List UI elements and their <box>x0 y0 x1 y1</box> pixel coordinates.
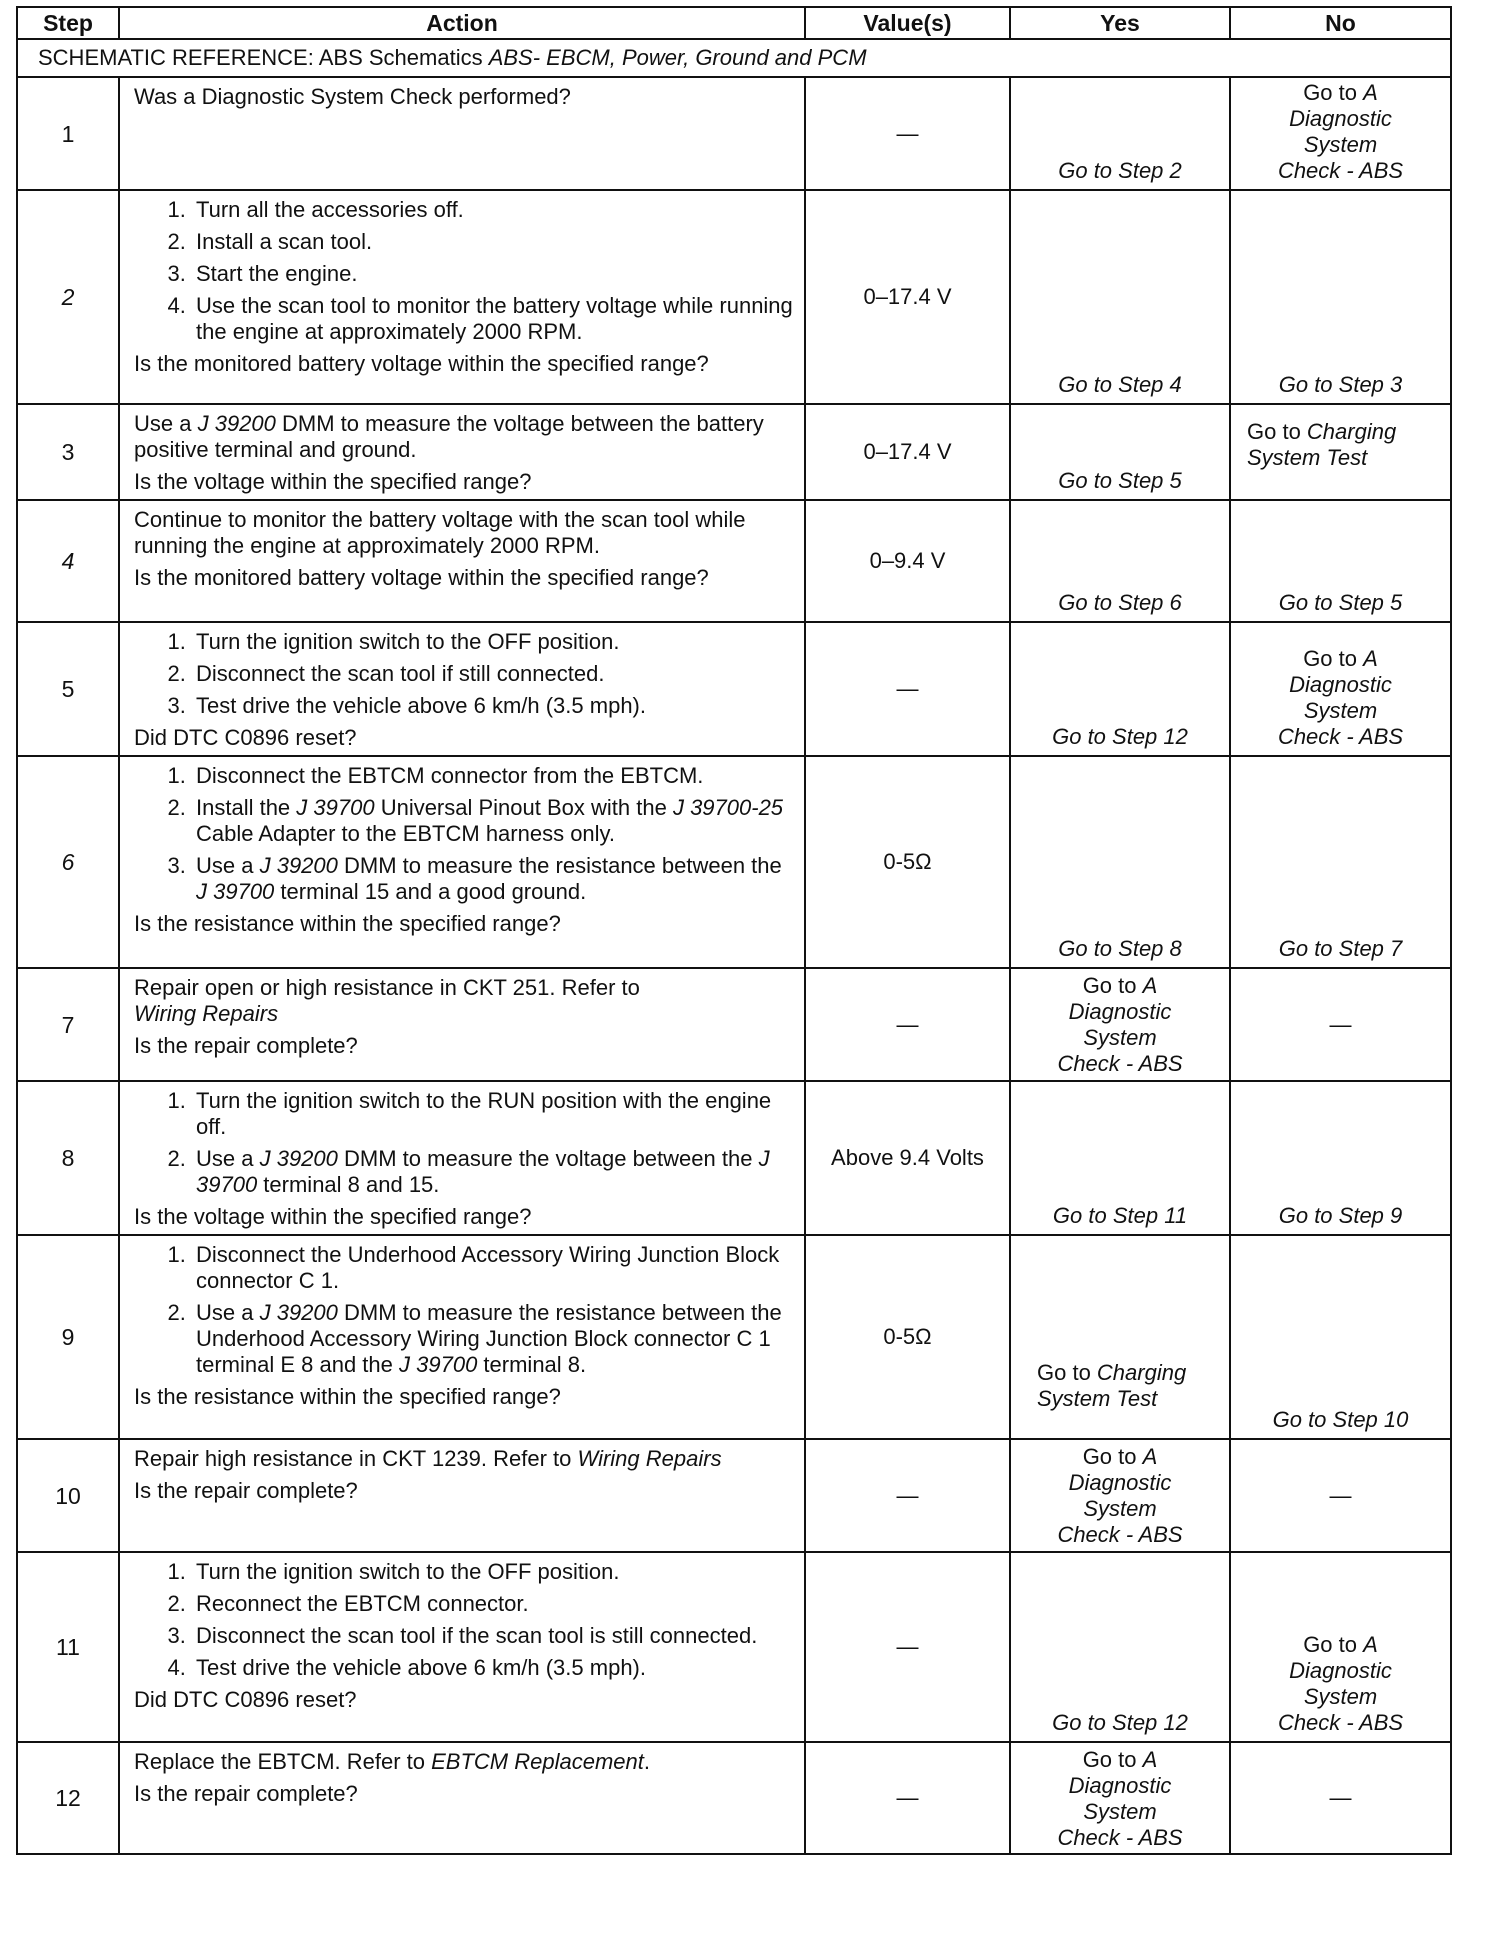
list-item: 1. Turn the ignition switch to the OFF position. <box>192 1559 796 1585</box>
yes-cell <box>1010 77 1230 190</box>
table-row <box>17 1081 1451 1235</box>
step-number: 10 <box>17 1439 119 1552</box>
yes-goto: Go to A Diagnostic System Check - ABS <box>1057 973 1183 1076</box>
value-cell: 0–17.4 V <box>805 190 1010 404</box>
action-question: Is the repair complete? <box>134 1033 358 1058</box>
yes-cell <box>1010 1439 1230 1552</box>
no-cell <box>1230 190 1451 404</box>
table-row <box>17 1439 1451 1552</box>
action-cell <box>119 77 805 190</box>
yes-goto: Go to Step 11 <box>1052 1203 1188 1228</box>
list-item: 2. Use a J 39200 DMM to measure the resistance between the Underhood Accessory Wiring Junction Block connector C 1 terminal E 8 and the J 39700 terminal 8. <box>192 1300 796 1378</box>
value-cell: — <box>805 968 1010 1081</box>
yes-goto: Go to Charging System Test <box>1037 1360 1187 1411</box>
value-cell: — <box>805 622 1010 756</box>
no-goto: Go to A Diagnostic System Check - ABS <box>1277 80 1404 183</box>
list-item: 2. Disconnect the scan tool if still connected. <box>192 661 796 687</box>
action-cell <box>119 968 805 1081</box>
action-question: Is the voltage within the specified range? <box>134 1204 532 1229</box>
yes-goto: Go to Step 12 <box>1052 724 1188 749</box>
yes-goto: Go to A Diagnostic System Check - ABS <box>1057 1747 1183 1850</box>
table-row <box>17 1235 1451 1439</box>
schematic-ref: ABS- EBCM, Power, Ground and PCM <box>488 45 867 70</box>
table-row <box>17 1552 1451 1742</box>
no-cell: — <box>1230 968 1451 1081</box>
step-number: 12 <box>17 1742 119 1854</box>
value-cell: 0-5Ω <box>805 756 1010 968</box>
yes-cell <box>1010 404 1230 500</box>
no-goto: Go to Step 7 <box>1278 936 1403 961</box>
action-cell <box>119 1235 805 1439</box>
header-values: Value(s) <box>805 7 1010 39</box>
table-row <box>17 756 1451 968</box>
list-item: 3. Disconnect the scan tool if the scan tool is still connected. <box>192 1623 796 1649</box>
no-goto: Go to A Diagnostic System Check - ABS <box>1277 1632 1404 1735</box>
table-row <box>17 77 1451 190</box>
yes-cell <box>1010 190 1230 404</box>
action-cell <box>119 500 805 622</box>
no-cell <box>1230 1235 1451 1439</box>
schematic-prefix: SCHEMATIC REFERENCE: ABS Schematics <box>38 45 489 70</box>
schematic-reference <box>17 39 1451 77</box>
no-goto: Go to Charging System Test <box>1247 419 1397 470</box>
step-number: 11 <box>17 1552 119 1742</box>
list-item: 3. Use a J 39200 DMM to measure the resistance between the J 39700 terminal 15 and a good ground. <box>192 853 796 905</box>
no-goto: Go to Step 9 <box>1278 1203 1403 1228</box>
action-text: Was a Diagnostic System Check performed? <box>134 84 571 109</box>
list-item: 1. Disconnect the Underhood Accessory Wiring Junction Block connector C 1. <box>192 1242 796 1294</box>
step-number: 4 <box>17 500 119 622</box>
list-item: 1. Disconnect the EBTCM connector from the EBTCM. <box>192 763 796 789</box>
action-list <box>134 763 796 905</box>
no-cell <box>1230 404 1451 500</box>
value-cell: — <box>805 77 1010 190</box>
action-cell <box>119 404 805 500</box>
list-item: 2. Reconnect the EBTCM connector. <box>192 1591 796 1617</box>
list-item: 3. Start the engine. <box>192 261 796 287</box>
list-item: 1. Turn the ignition switch to the RUN position with the engine off. <box>192 1088 796 1140</box>
action-text: Replace the EBTCM. Refer to EBTCM Replacement. <box>134 1749 650 1774</box>
no-goto: Go to Step 5 <box>1278 590 1403 615</box>
list-item: 1. Turn all the accessories off. <box>192 197 796 223</box>
action-question: Is the resistance within the specified range? <box>134 1384 561 1409</box>
schematic-reference-row <box>17 39 1451 77</box>
diagnostic-table <box>16 6 1452 1855</box>
value-cell: 0–17.4 V <box>805 404 1010 500</box>
step-number: 2 <box>17 190 119 404</box>
action-text: Repair high resistance in CKT 1239. Refer to Wiring Repairs <box>134 1446 722 1471</box>
step-number: 5 <box>17 622 119 756</box>
yes-cell <box>1010 1552 1230 1742</box>
action-question: Is the voltage within the specified range? <box>134 469 532 494</box>
header-no: No <box>1230 7 1451 39</box>
no-cell <box>1230 756 1451 968</box>
table-row <box>17 404 1451 500</box>
step-number: 6 <box>17 756 119 968</box>
step-number: 8 <box>17 1081 119 1235</box>
table-row <box>17 968 1451 1081</box>
step-number: 3 <box>17 404 119 500</box>
no-goto: Go to A Diagnostic System Check - ABS <box>1277 646 1404 749</box>
table-row <box>17 622 1451 756</box>
action-text: Use a J 39200 DMM to measure the voltage between the battery positive terminal and ground. <box>134 411 764 462</box>
yes-goto: Go to Step 6 <box>1058 590 1182 615</box>
diagnostic-table-sheet <box>16 6 1450 1855</box>
yes-cell <box>1010 622 1230 756</box>
action-cell <box>119 190 805 404</box>
action-list <box>134 197 796 345</box>
step-number: 9 <box>17 1235 119 1439</box>
header-row <box>17 7 1451 39</box>
yes-goto: Go to Step 4 <box>1058 372 1182 397</box>
action-cell <box>119 1081 805 1235</box>
step-number: 1 <box>17 77 119 190</box>
value-cell: — <box>805 1742 1010 1854</box>
action-question: Is the resistance within the specified range? <box>134 911 561 936</box>
action-list <box>134 1559 796 1681</box>
value-cell: 0-5Ω <box>805 1235 1010 1439</box>
no-goto: Go to Step 10 <box>1272 1407 1409 1432</box>
yes-cell <box>1010 756 1230 968</box>
action-text: Repair open or high resistance in CKT 251. Refer to Wiring Repairs <box>134 975 640 1026</box>
yes-goto: Go to A Diagnostic System Check - ABS <box>1057 1444 1183 1547</box>
action-list <box>134 1242 796 1378</box>
step-number: 7 <box>17 968 119 1081</box>
list-item: 2. Install a scan tool. <box>192 229 796 255</box>
action-question: Is the repair complete? <box>134 1781 358 1806</box>
value-cell: — <box>805 1552 1010 1742</box>
action-question: Is the monitored battery voltage within the specified range? <box>134 351 709 376</box>
table-row <box>17 1742 1451 1854</box>
no-cell <box>1230 77 1451 190</box>
action-cell <box>119 622 805 756</box>
header-action: Action <box>119 7 805 39</box>
header-step: Step <box>17 7 119 39</box>
action-cell <box>119 1742 805 1854</box>
value-cell: — <box>805 1439 1010 1552</box>
yes-cell <box>1010 968 1230 1081</box>
header-yes: Yes <box>1010 7 1230 39</box>
yes-cell <box>1010 500 1230 622</box>
no-cell: — <box>1230 1439 1451 1552</box>
action-cell <box>119 1439 805 1552</box>
action-question: Is the monitored battery voltage within the specified range? <box>134 565 709 590</box>
no-cell <box>1230 1081 1451 1235</box>
list-item: 2. Install the J 39700 Universal Pinout Box with the J 39700-25 Cable Adapter to the EBTCM harness only. <box>192 795 796 847</box>
list-item: 4. Use the scan tool to monitor the battery voltage while running the engine at approximately 2000 RPM. <box>192 293 796 345</box>
list-item: 3. Test drive the vehicle above 6 km/h (3.5 mph). <box>192 693 796 719</box>
yes-goto: Go to Step 2 <box>1058 158 1182 183</box>
action-text: Continue to monitor the battery voltage with the scan tool while running the engine at approximately 2000 RPM. <box>134 507 746 558</box>
no-cell <box>1230 622 1451 756</box>
yes-goto: Go to Step 8 <box>1058 936 1182 961</box>
yes-cell <box>1010 1081 1230 1235</box>
no-cell <box>1230 500 1451 622</box>
list-item: 2. Use a J 39200 DMM to measure the voltage between the J 39700 terminal 8 and 15. <box>192 1146 796 1198</box>
action-list <box>134 1088 796 1198</box>
no-cell: — <box>1230 1742 1451 1854</box>
yes-goto: Go to Step 5 <box>1058 468 1182 493</box>
value-cell: Above 9.4 Volts <box>805 1081 1010 1235</box>
action-list <box>134 629 796 719</box>
action-question: Did DTC C0896 reset? <box>134 725 357 750</box>
yes-cell <box>1010 1235 1230 1439</box>
action-cell <box>119 1552 805 1742</box>
table-row <box>17 190 1451 404</box>
no-goto: Go to Step 3 <box>1278 372 1403 397</box>
list-item: 4. Test drive the vehicle above 6 km/h (3.5 mph). <box>192 1655 796 1681</box>
table-row <box>17 500 1451 622</box>
action-question: Is the repair complete? <box>134 1478 358 1503</box>
no-cell <box>1230 1552 1451 1742</box>
yes-cell <box>1010 1742 1230 1854</box>
value-cell: 0–9.4 V <box>805 500 1010 622</box>
action-question: Did DTC C0896 reset? <box>134 1687 357 1712</box>
action-cell <box>119 756 805 968</box>
yes-goto: Go to Step 12 <box>1052 1710 1188 1735</box>
list-item: 1. Turn the ignition switch to the OFF position. <box>192 629 796 655</box>
